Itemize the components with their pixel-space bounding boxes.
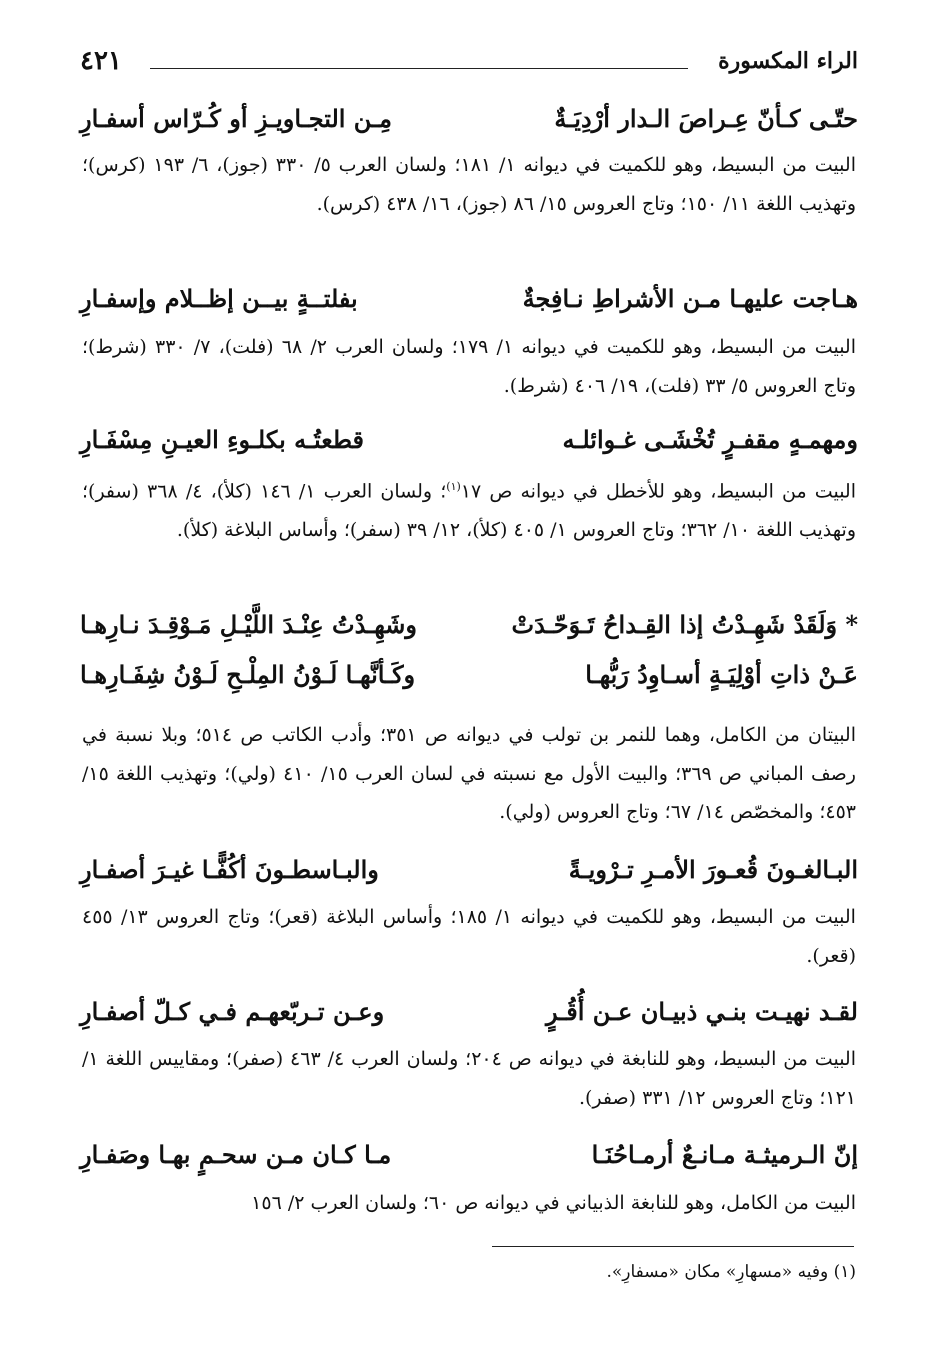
footnote-marker: (١)	[446, 480, 461, 493]
running-header	[80, 46, 858, 80]
first-hemistich: لقـد نهيـت بنـي ذبيـان عـن أُقُـرٍ	[545, 997, 858, 1026]
first-hemistich: إنّ الـرميثـة مـانـعٌ أرمـاحُنَـا	[591, 1140, 858, 1169]
citation-paragraph: البيت من الكامل، وهو للنابغة الذبياني في ديوانه ص ٦٠؛ ولسان العرب ٢/ ١٥٦	[251, 1192, 856, 1214]
second-hemistich: والبـاسطـونَ أكُفًّـا غيـرَ أصفـارِ	[80, 855, 379, 884]
first-hemistich: حتّـى كـأنّ عِـراصَ الـدار أرْدِيَـةٌ	[554, 104, 858, 133]
citation-paragraph: البيت من البسيط، وهو للنابغة في ديوانه ص ٢٠٤؛ ولسان العرب ٤/ ٤٦٣ (صفر)؛ ومقاييس اللغة ١/ ١٢١؛ وتاج العروس ١٢/ ٣٣١ (صفر).	[82, 1048, 857, 1109]
verse-line	[80, 660, 858, 700]
chapter-title: الراء المكسورة	[718, 48, 858, 74]
citation-paragraph: البيتان من الكامل، وهما للنمر بن تولب في ديوانه ص ٣٥١؛ وأدب الكاتب ص ٥١٤؛ وبلا نسبة في رصف المباني ص ٣٦٩؛ والبيت الأول مع نسبته في لسان العرب ١٥/ ٤١٠ (ولي)؛ وتهذيب اللغة ١٥/ ٤٥٣؛ والمخصّص ١٤/ ٦٧؛ وتاج العروس (ولي).	[82, 724, 856, 823]
verse-line	[80, 425, 858, 465]
verse-line	[80, 610, 858, 650]
second-hemistich: وعـن تـربّعهـم فـي كـلّ أصفـارِ	[80, 997, 385, 1026]
first-hemistich: * وَلَقَدْ شَهِـدْتُ إذا القِـداحُ تَـوَحّـدَتْ	[511, 610, 858, 639]
second-hemistich: بفلتــةٍ بيــن إظــلام وإسفـارِ	[80, 284, 358, 313]
citation-paragraph: البيت من البسيط، وهو للكميت في ديوانه ١/ ١٨١؛ ولسان العرب ٥/ ٣٣٠ (جوز)، ٦/ ١٩٣ (كرس)؛ وتهذيب اللغة ١١/ ١٥٠؛ وتاج العروس ١٥/ ٨٦ (جوز)، ١٦/ ٤٣٨ (كرس).	[82, 154, 856, 215]
verse-line	[80, 1140, 858, 1180]
verse-line	[80, 284, 858, 324]
second-hemistich: قطعتُـه بكلـوءِ العيـنِ مِسْفَـارِ	[80, 425, 364, 454]
footnote: (١) وفيه «مسهارِ» مكان «مسفارِ».	[606, 1262, 856, 1282]
citation-paragraph: البيت من البسيط، وهو للكميت في ديوانه ١/ ١٨٥؛ وأساس البلاغة (قعر)؛ وتاج العروس ١٣/ ٤٥٥ (قعر).	[82, 906, 856, 967]
second-hemistich: وكَـأنَّهـا لَـوْنُ المِلْـحِ لَـوْنُ شِفَـارِهـا	[80, 660, 416, 689]
footnote-rule	[492, 1246, 854, 1247]
page-number: ٤٢١	[80, 46, 122, 76]
citation-paragraph: البيت من البسيط، وهو للأخطل في ديوانه ص ١٧$^{(١)}$؛ ولسان العرب ١/ ١٤٦ (كلأ)، ٤/ ٣٦٨ (سفر)؛ وتهذيب اللغة ١٠/ ٣٦٢؛ وتاج العروس ١/ ٤٠٥ (كلأ)، ١٢/ ٣٩ (سفر)؛ وأساس البلاغة (كلأ).	[82, 480, 856, 541]
header-rule	[150, 68, 688, 69]
citation-paragraph: البيت من البسيط، وهو للكميت في ديوانه ١/ ١٧٩؛ ولسان العرب ٢/ ٦٨ (فلت)، ٧/ ٣٣٠ (شرط)؛ وتاج العروس ٥/ ٣٣ (فلت)، ١٩/ ٤٠٦ (شرط).	[82, 336, 856, 397]
second-hemistich: وشَهِـدْتُ عِنْـدَ اللَّيْـلِ مَـوْقِـدَ نـارِهـا	[80, 610, 417, 639]
verse-line	[80, 997, 858, 1037]
second-hemistich: مِـن التجـاويـزِ أو كُـرّاس أسفـارِ	[80, 104, 392, 133]
first-hemistich: ومهمـهٍ مقفـرٍ تُخْشَـى غـوائلـه	[562, 425, 858, 454]
first-hemistich: عَـنْ ذاتِ أوْلِيَـةٍ أسـاوِدُ رَبُّهـا	[585, 660, 858, 689]
first-hemistich: هـاجت عليهـا مـن الأشراطِ نـافِجةٌ	[522, 284, 858, 313]
verse-line	[80, 104, 858, 144]
first-hemistich: البـالغـونَ قُعـورَ الأمـرِ تـرْويـةً	[568, 855, 858, 884]
verse-line	[80, 855, 858, 895]
second-hemistich: مـا كـان مـن سحـمٍ بهـا وصَفـارِ	[80, 1140, 392, 1169]
